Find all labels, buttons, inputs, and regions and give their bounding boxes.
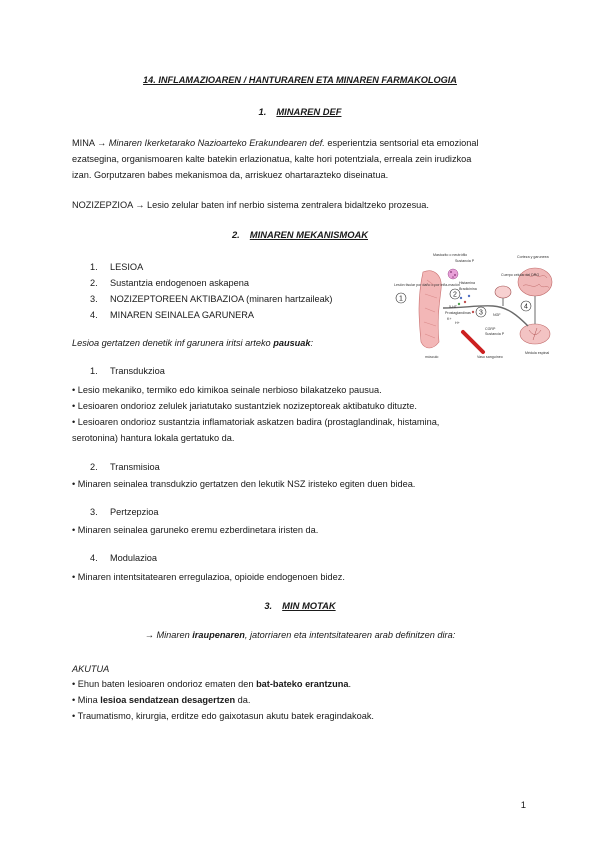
phase-2-title: 2. Transmisioa xyxy=(90,462,160,472)
min-motak-intro: → Minaren iraupenaren, jatorriaren eta intentsitatearen arab definitzen dira: xyxy=(144,630,456,640)
phase-1-bullets xyxy=(72,382,542,446)
list-item: • Lesio mekaniko, termiko edo kimikoa seinale nerbioso bilakatzeko pausua. xyxy=(72,385,382,395)
list-item: 2. Sustantzia endogenoen askapena xyxy=(90,278,249,288)
list-item: • Lesioaren ondorioz sustantzia inflamatoriak askatzen badira (prostaglandinak, histamina, xyxy=(72,417,440,427)
mina-def-line2: ezatsegina, organismoaren kalte batekin erlazionatua, kalte hori potentziala, erreala zein irudizkoa xyxy=(72,154,472,164)
mina-label: MINA xyxy=(72,138,95,148)
section-1-number: 1. xyxy=(258,106,267,117)
diagram-label: Sustancia P xyxy=(455,259,475,263)
phase-1-title: 1. Transdukzioa xyxy=(90,366,165,376)
diagram-label: Corteza y garuneea xyxy=(517,255,549,259)
akutua-label: AKUTUA xyxy=(72,664,110,674)
marker-2: 2 xyxy=(453,291,457,299)
list-item: 1. LESIOA xyxy=(90,262,144,272)
document-title: 14. INFLAMAZIOAREN / HANTURAREN ETA MINAREN FARMAKOLOGIA xyxy=(143,75,457,85)
phase-4-bullets xyxy=(72,569,542,585)
akutua-bullets xyxy=(72,676,542,724)
mechanism-steps xyxy=(90,259,332,323)
diagram-label: Médula espinal xyxy=(525,351,550,355)
diagram-label: K+ xyxy=(447,317,452,321)
section-2-number: 2. xyxy=(231,229,240,240)
diagram-label: Cuerpo celular del DRG xyxy=(501,273,540,277)
mina-def-line1: esperientzia sentsorial eta emozional xyxy=(327,138,479,148)
list-item: • Traumatismo, kirurgia, erditze edo gaixotasun akutu batek eragindakoak. xyxy=(72,711,374,721)
diagram-label: Vaso sanguíneo xyxy=(477,355,503,359)
list-item: • Minaren seinalea transdukzio gertatzen den lekutik NSZ iristeko egiten duen bidea. xyxy=(72,479,416,489)
mina-def-source: Minaren Ikerketarako Nazioarteko Erakundearen def. xyxy=(108,138,325,148)
section-1-heading xyxy=(0,106,600,117)
pausuak-bold: pausuak xyxy=(273,338,311,348)
diagram-label: NGF xyxy=(493,313,501,317)
section-3-number: 3. xyxy=(264,600,273,611)
diagram-label: Lesión tisular por daño o por infla-mación xyxy=(394,283,460,287)
phase-4-title: 4. Modulazioa xyxy=(90,553,157,563)
mina-definition xyxy=(72,135,532,183)
list-item: serotonina) hantura lokala gertatuko da. xyxy=(72,433,235,443)
diagram-label: Sustancia P xyxy=(485,332,505,336)
diagram-label: Prostaglandinas xyxy=(445,311,471,315)
diagram-label: músculo xyxy=(425,355,439,359)
phase-3-title: 3. Pertzepzioa xyxy=(90,507,159,517)
list-item: • Lesioaren ondorioz zelulek jariatutako sustantziek nozizeptoreak aktibatuko dituzte. xyxy=(72,401,417,411)
diagram-label: CGRP xyxy=(485,327,496,331)
arrow-icon: → xyxy=(144,630,154,640)
marker-3: 3 xyxy=(479,309,483,317)
list-item: • Mina lesioa sendatzean desagertzen da. xyxy=(72,695,251,705)
diagram-label: Bradicinina xyxy=(459,287,477,291)
list-item: • Ehun baten lesioaren ondorioz ematen den bat-bateko erantzuna. xyxy=(72,679,352,689)
section-2-heading xyxy=(0,229,600,240)
marker-4: 4 xyxy=(524,303,528,311)
diagram-label: Mastozito o neutrófilo xyxy=(433,253,468,257)
section-3-heading xyxy=(0,600,600,611)
arrow-icon: → xyxy=(97,138,107,148)
list-item: 4. MINAREN SEINALEA GARUNERA xyxy=(90,310,254,320)
diagram-label: H+ xyxy=(455,321,460,325)
section-2-title: MINAREN MEKANISMOAK xyxy=(249,229,369,240)
diagram-label: 5-HT xyxy=(449,305,457,309)
diagram-label: Histamina xyxy=(459,281,475,285)
list-item: 3. NOZIZEPTOREEN AKTIBAZIOA (minaren hartzaileak) xyxy=(90,294,333,304)
pausuak-intro: Lesioa gertatzen denetik inf garunera iritsi arteko pausuak: xyxy=(72,338,314,348)
phase-2-bullets xyxy=(72,476,542,492)
list-item: • Minaren seinalea garuneko eremu ezberdinetara iristen da. xyxy=(72,525,319,535)
marker-1: 1 xyxy=(399,295,403,303)
phase-3-bullets xyxy=(72,522,542,538)
mina-def-line3: izan. Gorputzaren babes mekanismoa da, arriskuez ohartarazteko diseinatua. xyxy=(72,170,389,180)
page-number: 1 xyxy=(520,800,526,811)
list-item: • Minaren intentsitatearen erregulazioa, opioide endogenoen bidez. xyxy=(72,572,345,582)
nozizepzioa-definition: NOZIZEPZIOA → Lesio zelular baten inf nerbio sistema zentralera bidaltzeko prozesua. xyxy=(72,200,429,210)
section-1-title: MINAREN DEF xyxy=(276,106,342,117)
section-3-title: MIN MOTAK xyxy=(282,600,336,611)
